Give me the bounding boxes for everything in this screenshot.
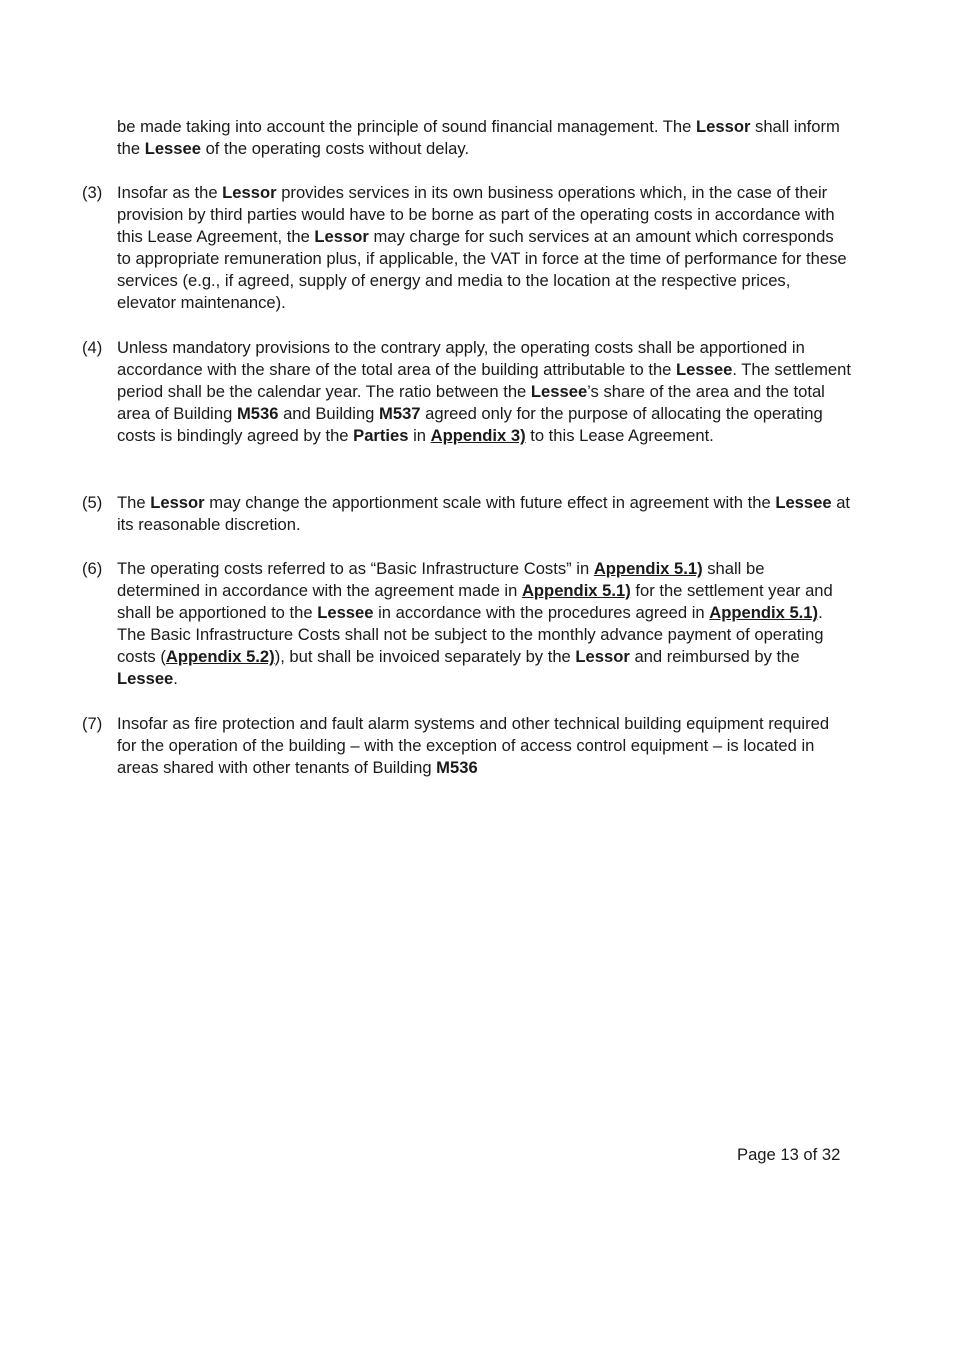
term-lessee: Lessee (775, 493, 832, 512)
building-m536: M536 (436, 758, 478, 778)
clause-5 (82, 492, 852, 536)
clause-6 (82, 558, 852, 691)
term-lessor: Lessor (150, 493, 205, 512)
appendix-5-1-link[interactable]: Appendix 5.1) (709, 603, 819, 623)
page-number: Page 13 of 32 (737, 1145, 841, 1164)
clause-text: Unless mandatory provisions to the contrary apply, the operating costs shall be apportioned in accordance with the share of the total area of the building attributable to the Lessee. The settlement period shall be the calendar year. The ratio between the Lessee’s share of the area and the total area of Building M536 and Building M537 agreed only for the purpose of allocating the operating costs is bindingly agreed by the Parties in Appendix 3) to this Lease Agreement. (117, 338, 851, 446)
clause-number: (3) (82, 183, 103, 202)
term-lessee: Lessee (317, 603, 374, 623)
appendix-5-2-link[interactable]: Appendix 5.2) (165, 647, 275, 667)
term-lessee: Lessee (117, 669, 174, 689)
clause-text: Insofar as fire protection and fault alarm systems and other technical building equipment required for the operation of the building – with the exception of access control equipment – is located in areas shared with other tenants of Building M536 (117, 714, 830, 778)
term-lessee: Lessee (144, 139, 201, 159)
building-m536: M536 (236, 404, 279, 424)
clause-number: (5) (82, 493, 103, 512)
appendix-3-link[interactable]: Appendix 3) (430, 426, 526, 446)
appendix-5-1-link[interactable]: Appendix 5.1) (593, 559, 703, 578)
appendix-5-1-link[interactable]: Appendix 5.1) (521, 581, 631, 601)
clause-4 (82, 337, 852, 447)
clause-3 (82, 182, 852, 315)
term-lessee: Lessee (676, 360, 733, 380)
term-lessor: Lessor (575, 647, 630, 667)
term-parties: Parties (353, 426, 409, 446)
intro-paragraph: be made taking into account the principle of sound financial management. The Lessor shall inform the Lessee of the operating costs without delay. (117, 117, 840, 159)
term-lessor: Lessor (314, 227, 369, 247)
building-m537: M537 (379, 404, 421, 424)
clause-number: (4) (82, 338, 103, 357)
clause-number: (6) (82, 559, 103, 578)
clause-number: (7) (82, 714, 103, 733)
term-lessor: Lessor (222, 183, 277, 202)
clause-text: The Lessor may change the apportionment scale with future effect in agreement with the Lessee at its reasonable discretion. (117, 493, 851, 535)
clause-text: Insofar as the Lessor provides services in its own business operations which, in the case of their provision by third parties would have to be borne as part of the operating costs in accordance with this Lease Agreement, the Lessor may charge for such services at an amount which corresponds to appropriate remuneration plus, if applicable, the VAT in force at the time of performance for these services (e.g., if agreed, supply of energy and media to the location at the respective prices, elevator maintenance). (117, 183, 847, 313)
term-lessee: Lessee (530, 382, 588, 402)
clause-7 (82, 713, 852, 779)
clause-text: The operating costs referred to as “Basic Infrastructure Costs” in Appendix 5.1) shall be determined in accordance with the agreement made in Appendix 5.1) for the settlement year and shall be apportioned to the Lessee in accordance with the procedures agreed in Appendix 5.1). The Basic Infrastructure Costs shall not be subject to the monthly advance payment of operating costs (Appendix 5.2)), but shall be invoiced separately by the Lessor and reimbursed by the Lessee. (117, 559, 833, 689)
term-lessor: Lessor (696, 117, 751, 136)
